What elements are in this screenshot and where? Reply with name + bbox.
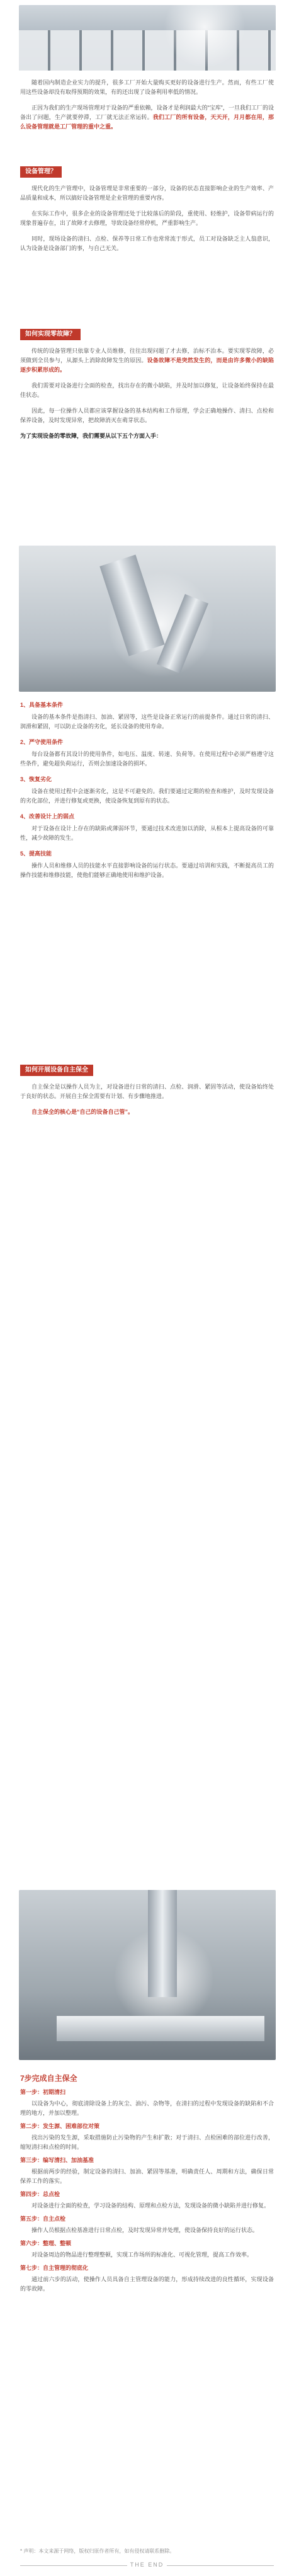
factory-machines-photo <box>19 5 276 71</box>
step-body: 找出污染的发生源，采取措施防止污染物的产生和扩散；对于清扫、点检困难的部位进行改善，缩短清扫和点检的时间。 <box>20 2134 274 2150</box>
step-body: 根据前两步的经验，制定设备的清扫、加油、紧固等基准，明确责任人、周期和方法，确保日常保养工作的落实。 <box>20 2168 274 2184</box>
milling-spindle-photo <box>19 1890 276 2060</box>
section1-paragraph-1: 现代化的生产管理中，设备管理是非常重要的一部分，设备的状态直接影响企业的生产效率、产品质量和成本，所以搞好设备管理是企业管理的重要内容。 <box>20 185 274 201</box>
step-title: 第二步：发生源、困难部位对策 <box>20 2123 100 2129</box>
step-title: 第六步：整理、整顿 <box>20 2240 72 2247</box>
step-item <box>20 2088 274 2118</box>
copyright-note: * 声明：本文来源于网络，版权归原作者所有，如有侵权请联系删除。 <box>20 2548 175 2554</box>
step-item <box>20 2156 274 2186</box>
section2-paragraph-3: 因此，每一位操作人员都应该掌握设备的基本结构和工作原理，学会正确地操作、清扫、点检和保养设备，及时发现异常，把故障消灭在萌芽状态。 <box>20 408 274 423</box>
point-title: 2、严守使用条件 <box>20 739 64 745</box>
section1-paragraph-3: 同时，现场设备的清扫、点检、保养等日常工作也常常流于形式，员工对设备缺乏主人翁意识，认为设备是设备部门的事，与自己无关。 <box>20 236 274 251</box>
point-item <box>20 812 274 843</box>
section3-intro: 自主保全是以操作人员为主，对设备进行日常的清扫、点检、润滑、紧固等活动，使设备始终处于良好的状态。开展自主保全需要有计划、有步骤地推进。 <box>20 1084 274 1099</box>
point-body: 设备的基本条件是指清扫、加油、紧固等，这些是设备正常运行的前提条件。通过日常的清扫、润滑和紧固，可以防止设备的劣化，延长设备的使用寿命。 <box>20 714 274 730</box>
section1-paragraph-2: 在实际工作中，很多企业的设备管理还处于比较落后的阶段，重使用、轻维护，设备带病运行的现象普遍存在，出了故障才去修理，导致设备经常停机，严重影响生产。 <box>20 210 274 226</box>
step-title: 第七步：自主管理的彻底化 <box>20 2265 89 2271</box>
section3-highlight: 自主保全的核心是“自己的设备自己管”。 <box>31 1109 134 1115</box>
step-body: 以设备为中心，彻底清除设备上的灰尘、油污、杂物等，在清扫的过程中发现设备的缺陷和不合理的地方，并加以整理。 <box>20 2100 274 2116</box>
point-item <box>20 849 274 880</box>
section1-text <box>20 184 274 260</box>
step-item <box>20 2190 274 2211</box>
step-item <box>20 2264 274 2294</box>
section-title-autonomous-maintenance: 如何开展设备自主保全 <box>20 1065 93 1076</box>
intro-paragraph-2: 正因为我们的生产现场管理对于设备的严重依赖，设备才是利润最大的“宝库”，一旦我们工厂的设备出了问题，生产就要停滞，工厂就无法正常运转。我们工厂的所有设备，天天开，月月都在用，那么设备管理就是工厂管理的重中之重。 <box>20 105 274 130</box>
step-title: 第三步：编写清扫、加油基准 <box>20 2157 94 2163</box>
section2-highlight: 设备故障不是突然发生的，而是由许多微小的缺陷逐步积累形成的。 <box>20 357 274 373</box>
step-body: 对设备周边的物品进行整理整顿，实现工作场所的标准化、可视化管理，提高工作效率。 <box>31 2252 253 2258</box>
step-title: 第一步：初期清扫 <box>20 2089 66 2095</box>
intro-paragraph-1: 随着国内制造企业实力的提升，很多工厂开始大量购买更好的设备进行生产。然而，有些工厂使用这些设备却没有取得预期的效果，有的还出现了设备利用率低的情况。 <box>20 79 274 95</box>
point-title: 4、改善设计上的弱点 <box>20 813 75 820</box>
point-title: 1、具备基本条件 <box>20 702 64 708</box>
step-title: 第五步：自主点检 <box>20 2216 66 2222</box>
point-body: 每台设备都有其设计的使用条件，如电压、温度、转速、负荷等。在使用过程中必须严格遵守这些条件，避免超负荷运行，否则会加速设备的损坏。 <box>20 751 274 767</box>
points-list <box>20 701 274 886</box>
section2-lead: 为了实现设备的零故障，我们需要从以下五个方面入手： <box>20 433 162 439</box>
point-title: 3、恢复劣化 <box>20 776 52 782</box>
intro-text <box>20 78 274 138</box>
step-item <box>20 2122 274 2152</box>
intro-highlight: 我们工厂的所有设备，天天开，月月都在用，那么设备管理就是工厂管理的重中之重。 <box>20 114 274 130</box>
section-title-equipment-management: 设备管理？ <box>20 166 62 178</box>
step-body: 通过前六步的活动，使操作人员具备自主管理设备的能力，形成持续改进的良性循环，实现设备的零故障。 <box>20 2276 274 2292</box>
point-item <box>20 738 274 769</box>
point-body: 对于设备在设计上存在的缺陷或薄弱环节，要通过技术改进加以消除，从根本上提高设备的可靠性，减少故障的发生。 <box>20 825 274 841</box>
point-title: 5、提高技能 <box>20 850 52 857</box>
section2-paragraph-1: 传统的设备管理只依靠专业人员维修，往往出现问题了才去修，治标不治本。要实现零故障，必须做到全员参与，从源头上消除故障发生的原因。设备故障不是突然发生的，而是由许多微小的缺陷逐步积累形成的。 <box>20 348 274 373</box>
point-body: 操作人员和维修人员的技能水平直接影响设备的运行状态。要通过培训和实践，不断提高员工的操作技能和维修技能，使他们能够正确地使用和维护设备。 <box>20 862 274 878</box>
step-title: 第四步：总点检 <box>20 2191 60 2197</box>
section2-text <box>20 346 274 447</box>
steps-title: 7步完成自主保全 <box>20 2074 77 2083</box>
step-item <box>20 2214 274 2235</box>
section3-text <box>20 1082 274 1123</box>
point-body: 设备在使用过程中会逐渐劣化，这是不可避免的。我们要通过定期的检查和维护，及时发现设备的劣化部位，并进行修复或更换，使设备恢复到原有的状态。 <box>20 788 274 804</box>
step-body: 操作人员根据点检基准进行日常点检，及时发现异常并处理，使设备保持良好的运行状态。 <box>31 2227 259 2233</box>
step-body: 对设备进行全面的检查，学习设备的结构、原理和点检方法，发现设备的微小缺陷并进行修复。 <box>31 2202 270 2209</box>
lathe-machining-photo <box>19 546 276 692</box>
end-text: THE END <box>130 2562 164 2568</box>
steps-list <box>20 2088 274 2298</box>
step-item <box>20 2239 274 2260</box>
end-divider <box>20 2562 274 2569</box>
point-item <box>20 775 274 806</box>
section-title-zero-failure: 如何实现零故障？ <box>20 329 81 340</box>
point-item <box>20 701 274 731</box>
section2-paragraph-2: 我们需要对设备进行全面的检查，找出存在的微小缺陷，并及时加以修复，让设备始终保持在最佳状态。 <box>20 382 274 398</box>
